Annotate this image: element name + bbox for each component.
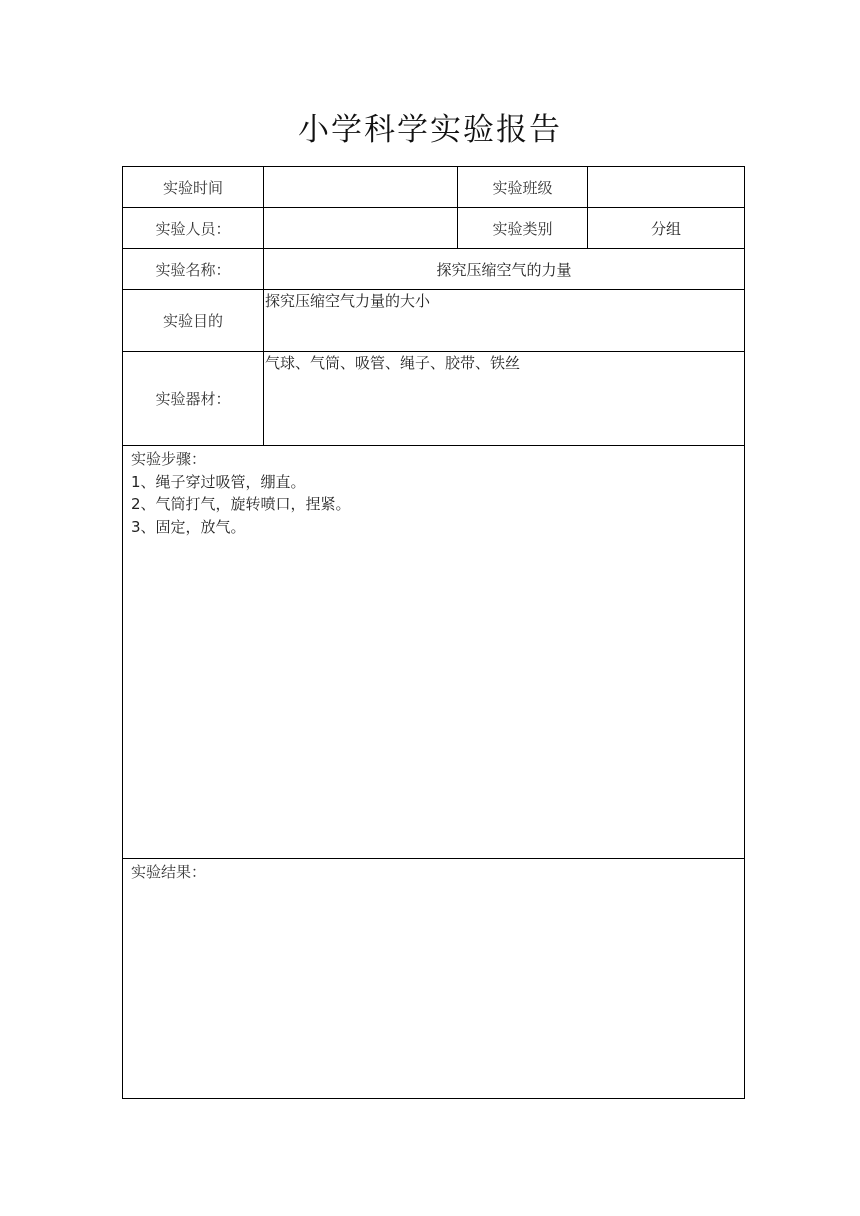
materials-cell[interactable] <box>264 352 745 446</box>
name-value[interactable]: 探究压缩空气的力量 <box>264 249 745 290</box>
purpose-value: 探究压缩空气力量的大小 <box>265 292 431 310</box>
people-value[interactable] <box>264 208 458 249</box>
steps-label: 实验步骤： <box>131 450 207 468</box>
row-purpose <box>123 290 745 352</box>
people-label: 实验人员： <box>123 208 264 249</box>
report-title: 小学科学实验报告 <box>298 112 562 148</box>
result-cell[interactable] <box>123 859 745 1099</box>
row-steps <box>123 446 745 859</box>
report-table <box>122 166 745 1099</box>
type-label: 实验类别 <box>458 208 588 249</box>
step-item: 3、固定，放气。 <box>131 517 246 536</box>
row-time-class <box>123 167 745 208</box>
materials-label: 实验器材： <box>123 352 264 446</box>
step-item: 2、气筒打气，旋转喷口，捏紧。 <box>131 495 351 513</box>
time-label: 实验时间 <box>123 167 264 208</box>
result-label: 实验结果： <box>131 863 207 881</box>
name-label: 实验名称： <box>123 249 264 290</box>
step-item: 1、绳子穿过吸管，绷直。 <box>131 472 306 491</box>
row-people-type <box>123 208 745 249</box>
time-value[interactable] <box>264 167 458 208</box>
purpose-label: 实验目的 <box>123 290 264 352</box>
class-value[interactable] <box>588 167 745 208</box>
materials-value: 气球、气筒、吸管、绳子、胶带、铁丝 <box>265 354 521 372</box>
steps-cell[interactable] <box>123 446 745 859</box>
type-value[interactable]: 分组 <box>588 208 745 249</box>
row-materials <box>123 352 745 446</box>
row-result <box>123 859 745 1099</box>
row-name <box>123 249 745 290</box>
purpose-cell[interactable] <box>264 290 745 352</box>
class-label: 实验班级 <box>458 167 588 208</box>
